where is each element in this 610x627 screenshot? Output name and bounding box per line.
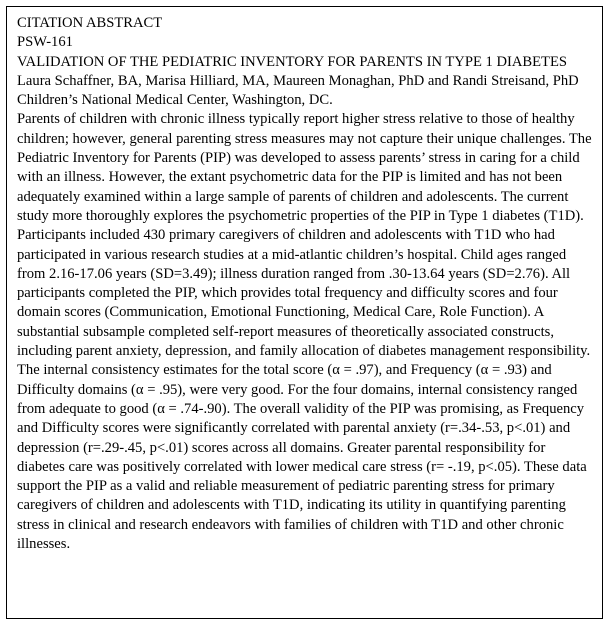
abstract-authors: Laura Schaffner, BA, Marisa Hilliard, MA, Maureen Monaghan, PhD and Randi Streisand, PhD (17, 72, 579, 89)
abstract-paragraph-methods: Participants included 430 primary caregivers of children and adolescents with T1D who had participated in various research studies at a mid-atlantic children’s hospital. Child ages ranged from 2.16-17.06 years (SD=3.49); illness duration ranged from .30-13.64 years (SD=2.76). All participants completed the PIP, which provides total frequency and difficulty scores and four domain scores (Communication, Emotional Functioning, Medical Care, Role Function). A substantial subsample completed self-report measures of theoretically associated constructs, including parent anxiety, depression, and family allocation of diabetes management responsibility. (17, 227, 591, 360)
citation-abstract-box (6, 6, 603, 619)
abstract-paragraph-background: Parents of children with chronic illness typically report higher stress relative to those of healthy children; however, general parenting stress measures may not capture their unique challenges. The Pediatric Inventory for Parents (PIP) was developed to assess parents’ stress in caring for a child with an illness. However, the extant psychometric data for the PIP is limited and has not been adequately examined within a large sample of parents of children and adolescents. The current study more thoroughly explores the psychometric properties of the PIP in Type 1 diabetes (T1D). (17, 111, 592, 224)
abstract-code: PSW-161 (17, 34, 73, 51)
abstract-affiliation: Children’s National Medical Center, Washington, DC. (17, 92, 333, 109)
abstract-label: CITATION ABSTRACT (17, 15, 163, 31)
abstract-title: VALIDATION OF THE PEDIATRIC INVENTORY FOR PARENTS IN TYPE 1 DIABETES (17, 53, 567, 70)
abstract-paragraph-results: The internal consistency estimates for the total score (α = .97), and Frequency (α = .93) and Difficulty domains (α = .95), were very good. For the four domains, internal consistency ranged from adequate to good (α = .74-.90). The overall validity of the PIP was promising, as Frequency and Difficulty scores were significantly correlated with parental anxiety (r=.34-.53, p<.01) and depression (r=.29-.45, p<.01) scores across all domains. Greater parental responsibility for diabetes care was positively correlated with lower medical care stress (r= -.19, p<.05). These data support the PIP as a valid and reliable measurement of pediatric parenting stress for primary caregivers of children and adolescents with T1D, indicating its utility in quantifying parenting stress in clinical and research endeavors with families of children with T1D and other chronic illnesses. (17, 362, 587, 553)
